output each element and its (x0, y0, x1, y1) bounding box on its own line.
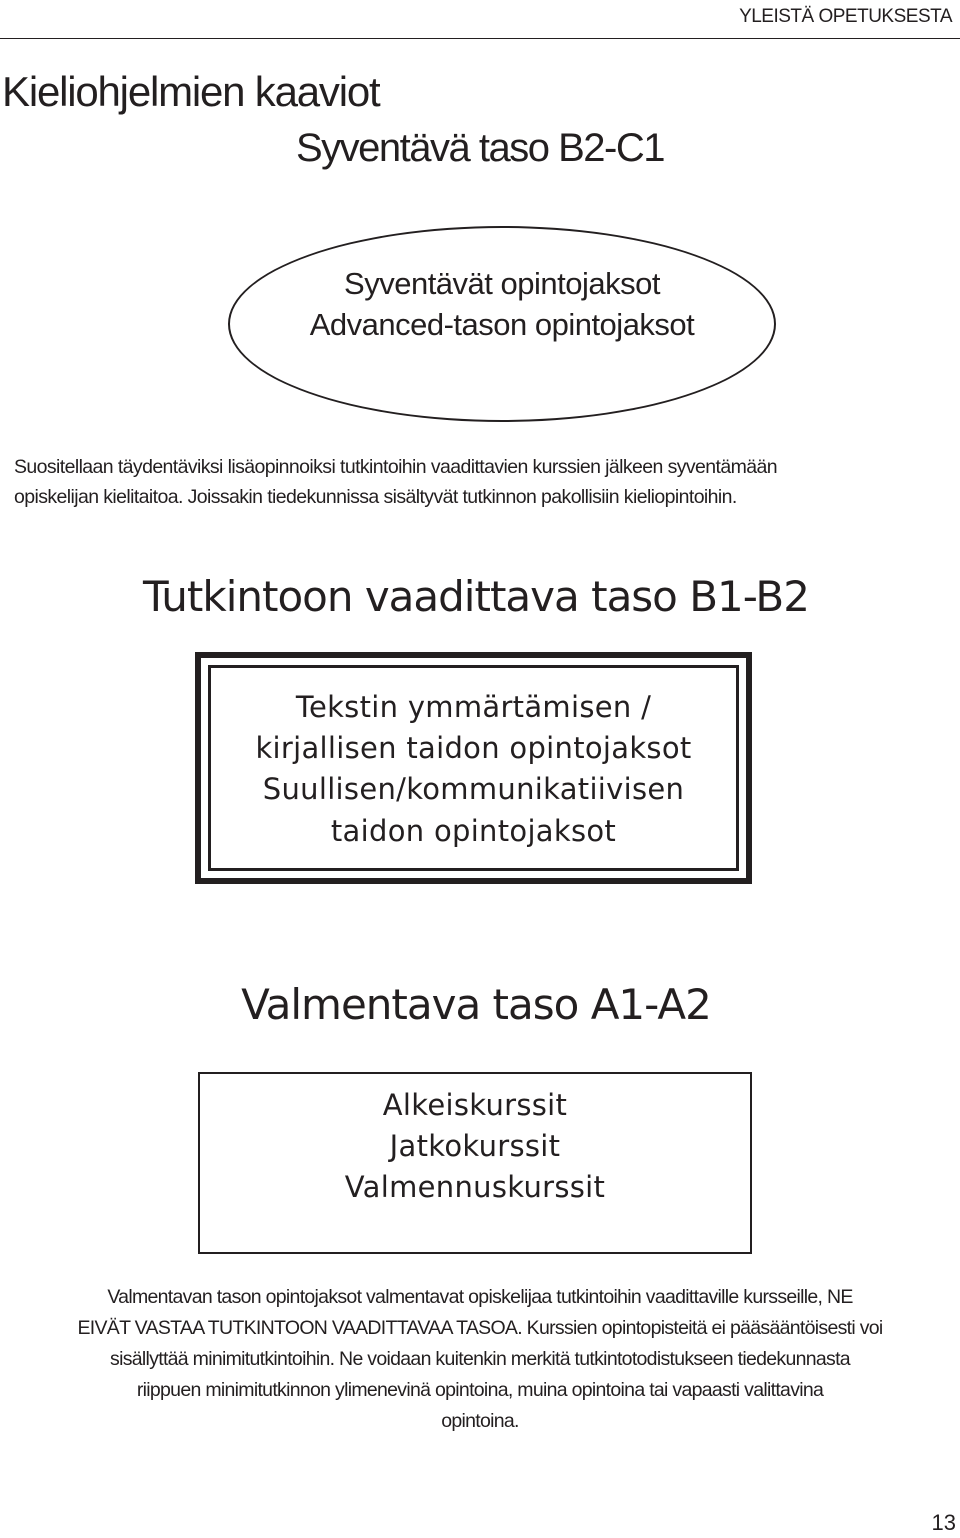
note-line: sisällyttää minimitutkintoihin. Ne voidaan kuitenkin merkitä tutkintotodistukseen tiedekunnasta (110, 1348, 850, 1370)
section-header: YLEISTÄ OPETUKSESTA (739, 6, 952, 27)
preparatory-level-note (4, 1282, 956, 1437)
note-line: Valmentavan tason opintojaksot valmentavat opiskelijaa tutkintoihin vaadittaville kursseille, NE (107, 1286, 853, 1308)
note-line: riippuen minimitutkinnon ylimenevinä opintoina, muina opintoina tai vapaasti valittavina (136, 1379, 824, 1401)
preparatory-level-box (198, 1072, 752, 1254)
advanced-item: Syventävät opintojaksot (344, 266, 660, 301)
header-rule (0, 38, 960, 39)
required-level-inner-frame (208, 665, 739, 871)
preparatory-item: Valmennuskurssit (344, 1170, 606, 1204)
preparatory-item: Jatkokurssit (389, 1129, 561, 1163)
note-line: Suositellaan täydentäviksi lisäopinnoiksi tutkintoihin vaadittavien kurssien jälkeen syventämään (14, 456, 777, 478)
page-number: 13 (931, 1510, 956, 1535)
required-item: taidon opintojaksot (330, 814, 617, 848)
required-item: kirjallisen taidon opintojaksot (255, 731, 692, 765)
required-item: Tekstin ymmärtämisen / (295, 690, 652, 724)
advanced-level-title: Syventävä taso B2-C1 (296, 126, 664, 170)
note-line: EIVÄT VASTAA TUTKINTOON VAADITTAVAA TASOA. Kurssien opintopisteitä ei pääsääntöisesti voi (77, 1317, 883, 1339)
preparatory-level-title: Valmentava taso A1-A2 (241, 980, 711, 1029)
required-item: Suullisen/kommunikatiivisen (262, 772, 685, 806)
preparatory-item: Alkeiskurssit (382, 1088, 568, 1122)
required-level-box (195, 652, 752, 884)
required-level-title: Tutkintoon vaadittava taso B1-B2 (143, 572, 809, 621)
page-title: Kieliohjelmien kaaviot (2, 68, 380, 115)
advanced-item: Advanced-tason opintojaksot (309, 307, 695, 342)
note-line: opiskelijan kielitaitoa. Joissakin tiedekunnissa sisältyvät tutkinnon pakollisiin kieliopintoihin. (14, 486, 737, 508)
note-line: opintoina. (441, 1410, 519, 1432)
advanced-level-note (14, 452, 954, 512)
